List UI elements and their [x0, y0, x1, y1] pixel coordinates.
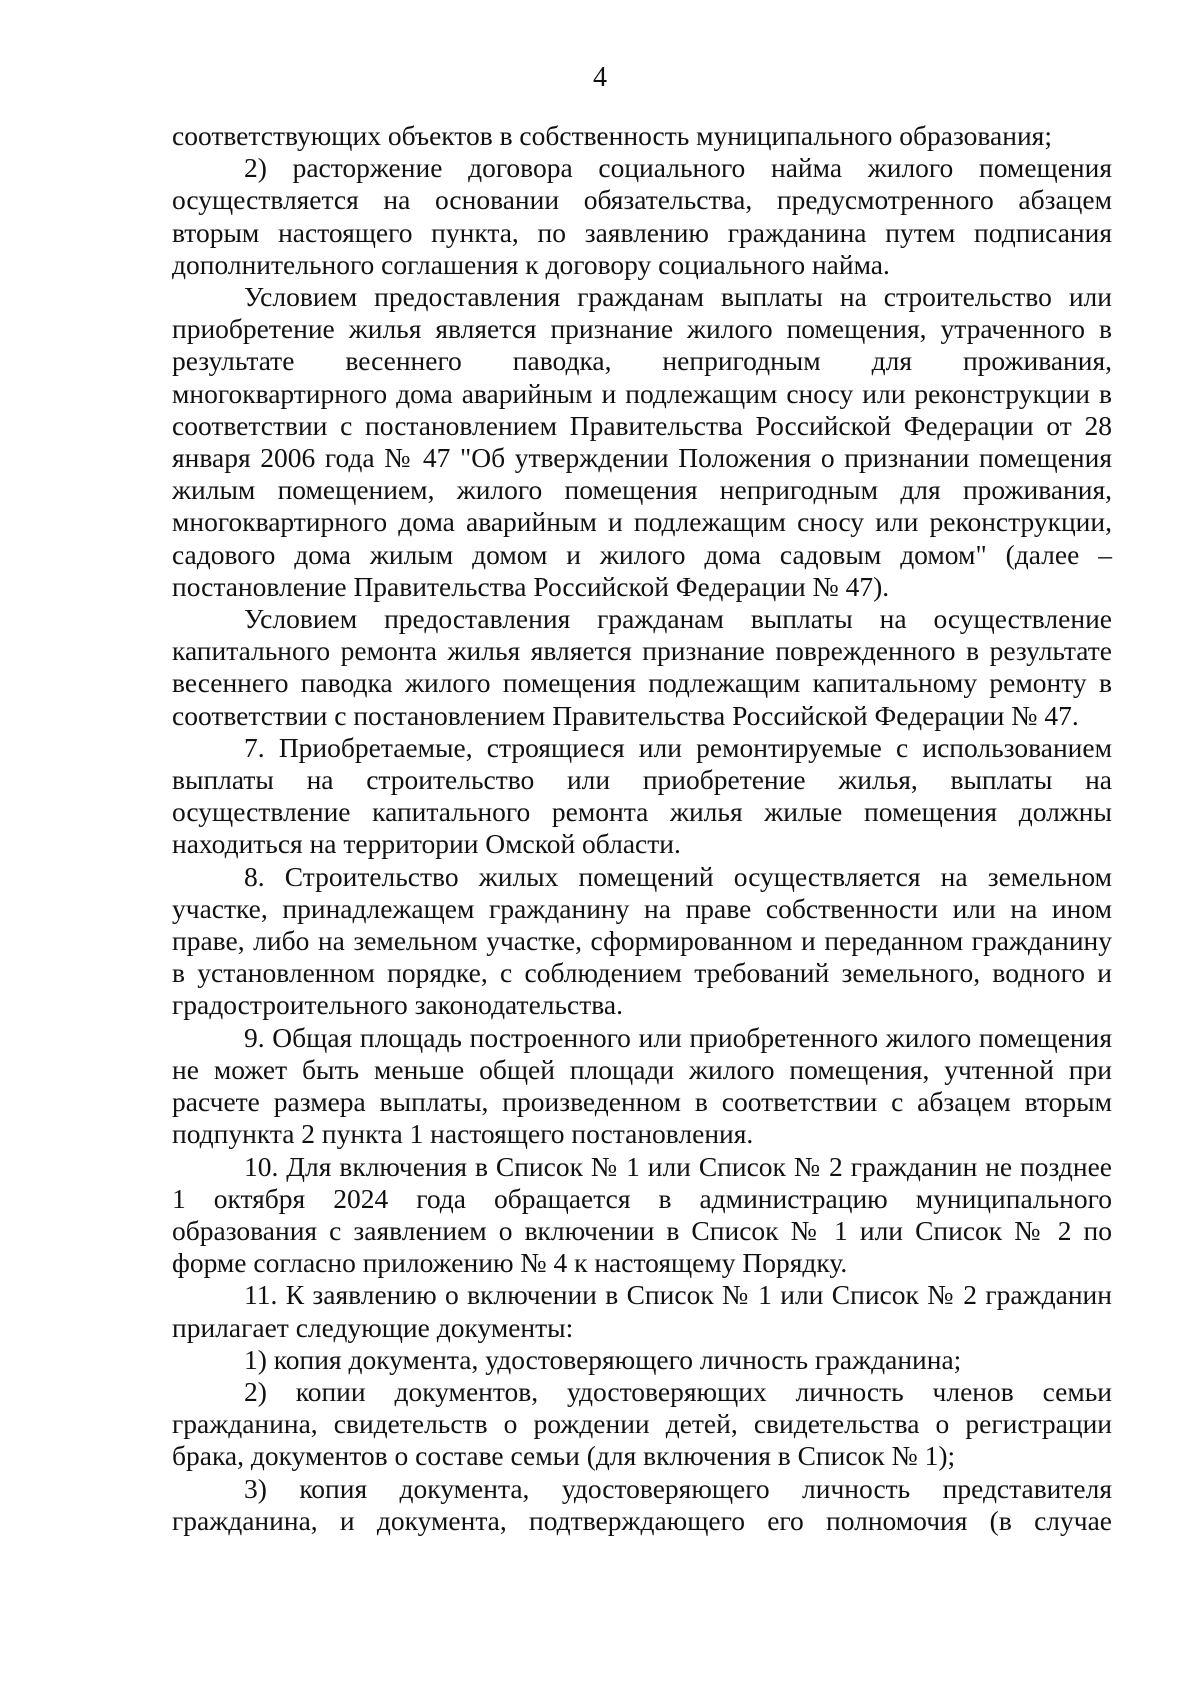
paragraph-item-7: 7. Приобретаемые, строящиеся или ремонтируемые с использованием выплаты на строительство или приобретение жилья, выплаты на осуществление капитального ремонта жилья жилые помещения должны находиться на территории Омской области.: [172, 731, 1112, 860]
paragraph-item-9: 9. Общая площадь построенного или приобретенного жилого помещения не может быть меньше общей площади жилого помещения, учтенной при расчете размера выплаты, произведенном в соответствии с абзацем вторым подпункта 2 пункта 1 настоящего постановления.: [172, 1021, 1112, 1150]
page-number: 4: [593, 62, 607, 93]
list-item-1: 1) копия документа, удостоверяющего личность гражданина;: [244, 1343, 962, 1375]
document-body: [172, 120, 1112, 1537]
paragraph-item-11: 11. К заявлению о включении в Список № 1 или Список № 2 гражданин прилагает следующие документы:: [172, 1279, 1112, 1343]
list-item-3: 3) копия документа, удостоверяющего личность представителя гражданина, и документа, подтверждающего его полномочия (в случае: [172, 1472, 1112, 1536]
paragraph-condition-construction-payment: Условием предоставления гражданам выплаты на строительство или приобретение жилья является признание жилого помещения, утраченного в результате весеннего паводка, непригодным для проживания, многоквартирного дома аварийным и подлежащим сносу или реконструкции в соответствии с постановлением Правительства Российской Федерации от 28 января 2006 года № 47 "Об утверждении Положения о признании помещения жилым помещением, жилого помещения непригодным для проживания, многоквартирного дома аварийным и подлежащим сносу или реконструкции, садового дома жилым домом и жилого дома садовым домом" (далее – постановление Правительства Российской Федерации № 47).: [172, 281, 1112, 602]
paragraph-item-8: 8. Строительство жилых помещений осуществляется на земельном участке, принадлежащем гражданину на праве собственности или на ином праве, либо на земельном участке, сформированном и переданном гражданину в установленном порядке, с соблюдением требований земельного, водного и градостроительного законодательства.: [172, 860, 1112, 1021]
paragraph-continuation: соответствующих объектов в собственность муниципального образования;: [172, 120, 1052, 151]
paragraph-item-10: 10. Для включения в Список № 1 или Список № 2 гражданин не позднее 1 октября 2024 года обращается в администрацию муниципального образования с заявлением о включении в Список № 1 или Список № 2 по форме согласно приложению № 4 к настоящему Порядку.: [172, 1150, 1112, 1279]
list-item-2: 2) копии документов, удостоверяющих личность членов семьи гражданина, свидетельств о рождении детей, свидетельства о регистрации брака, документов о составе семьи (для включения в Список № 1);: [172, 1375, 1112, 1472]
paragraph-condition-repair-payment: Условием предоставления гражданам выплаты на осуществление капитального ремонта жилья является признание поврежденного в результате весеннего паводка жилого помещения подлежащим капитальному ремонту в соответствии с постановлением Правительства Российской Федерации № 47.: [172, 603, 1112, 731]
paragraph-termination-of-lease: 2) расторжение договора социального найма жилого помещения осуществляется на основании обязательства, предусмотренного абзацем вторым настоящего пункта, по заявлению гражданина путем подписания дополнительного соглашения к договору социального найма.: [172, 152, 1112, 280]
